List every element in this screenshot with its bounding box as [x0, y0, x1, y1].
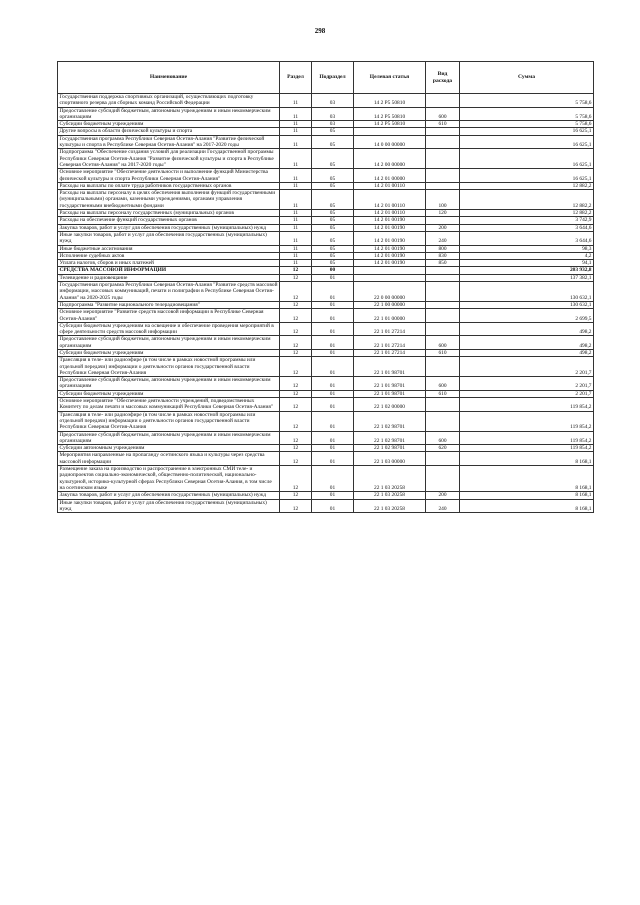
cell-expense-type — [426, 411, 460, 431]
cell-subsection: 01 — [312, 466, 354, 492]
cell-section: 11 — [280, 107, 312, 121]
cell-expense-type — [426, 357, 460, 377]
table-row — [58, 169, 594, 183]
header-name: Наименование — [58, 62, 280, 94]
table-row — [58, 267, 594, 274]
cell-section: 12 — [280, 322, 312, 336]
cell-subsection: 01 — [312, 301, 354, 308]
table-row — [58, 231, 594, 245]
cell-name: Закупка товаров, работ и услуг для обеспечения государственных (муниципальных) нужд — [58, 224, 280, 231]
cell-expense-type: 610 — [426, 349, 460, 356]
cell-subsection: 01 — [312, 390, 354, 397]
cell-expense-type: 600 — [426, 431, 460, 445]
cell-amount: 498,2 — [460, 322, 594, 336]
cell-name: Уплата налогов, сборов и иных платежей — [58, 260, 280, 267]
cell-subsection: 05 — [312, 149, 354, 169]
cell-amount: 98,3 — [460, 245, 594, 252]
cell-subsection: 01 — [312, 492, 354, 499]
table-row — [58, 499, 594, 513]
cell-section: 11 — [280, 224, 312, 231]
cell-expense-type — [426, 267, 460, 274]
cell-section: 11 — [280, 149, 312, 169]
table-body — [58, 94, 594, 513]
cell-name: Иные бюджетные ассигнования — [58, 245, 280, 252]
cell-amount: 12 882,2 — [460, 182, 594, 189]
cell-subsection: 01 — [312, 445, 354, 452]
cell-name: Мероприятия направленные на пропаганду осетинского языка и культуры через средства массовой информации — [58, 452, 280, 466]
cell-subsection: 05 — [312, 217, 354, 224]
table-row — [58, 135, 594, 149]
cell-amount: 5 758,6 — [460, 121, 594, 128]
table-row — [58, 398, 594, 412]
cell-target: 14 2 01 00190 — [354, 217, 426, 224]
cell-expense-type: 800 — [426, 245, 460, 252]
cell-target: 14 2 01 00190 — [354, 231, 426, 245]
cell-target: 22 1 03 20258 — [354, 499, 426, 513]
table-row — [58, 149, 594, 169]
cell-section: 12 — [280, 274, 312, 281]
cell-name: Подпрограмма "Обеспечение создания условий для реализации Государственной программы Республики Северная Осетия-Алания "Развитие физической культуры и спорта в Республике Северная Осетия-Алания" на 2017-2020 годы" — [58, 149, 280, 169]
cell-expense-type — [426, 274, 460, 281]
table-header-row — [58, 62, 594, 94]
cell-name: Подпрограмма "Развитие национального телерадиовещания" — [58, 301, 280, 308]
table-row — [58, 349, 594, 356]
cell-name: Другие вопросы в области физической культуры и спорта — [58, 128, 280, 135]
cell-section: 11 — [280, 245, 312, 252]
cell-expense-type — [426, 149, 460, 169]
table-row — [58, 260, 594, 267]
cell-name: Основное мероприятие "Развитие средств массовой информации в Республике Северная Осетия-Алания" — [58, 309, 280, 323]
cell-amount: 2 201,7 — [460, 357, 594, 377]
table-row — [58, 107, 594, 121]
cell-name: Основное мероприятие "Обеспечение деятельности и выполнение функций Министерства физической культуры и спорта Республики Северная Осетия-Алания" — [58, 169, 280, 183]
cell-amount: 137 382,1 — [460, 274, 594, 281]
cell-name: Расходы на выплаты персоналу государственных (муниципальных) органов — [58, 210, 280, 217]
cell-name: Предоставление субсидий бюджетным, автономным учреждениям и иным некоммерческим организациям — [58, 336, 280, 350]
cell-subsection: 00 — [312, 267, 354, 274]
cell-name: Субсидии бюджетным учреждениям — [58, 349, 280, 356]
cell-section: 11 — [280, 128, 312, 135]
cell-subsection: 01 — [312, 452, 354, 466]
cell-subsection: 05 — [312, 128, 354, 135]
cell-section: 12 — [280, 267, 312, 274]
cell-name: Субсидии бюджетным учреждениям на освещение и обеспечение проведения мероприятий в сфере деятельности средств массовой информации — [58, 322, 280, 336]
cell-section: 12 — [280, 336, 312, 350]
cell-name: Размещение заказа на производство и распространение в электронных СМИ теле- и радиопроектов социально-экономической, общественно-политической, национально-культурной, историко-культурной сферах Республики Северная Осетия-Алания, в том числе на осетинском языке — [58, 466, 280, 492]
cell-subsection: 03 — [312, 107, 354, 121]
cell-subsection: 05 — [312, 169, 354, 183]
table-row — [58, 217, 594, 224]
cell-subsection: 05 — [312, 224, 354, 231]
cell-amount: 8 168,1 — [460, 499, 594, 513]
cell-amount: 130 632,1 — [460, 282, 594, 302]
cell-amount: 130 632,1 — [460, 301, 594, 308]
cell-amount: 12 882,2 — [460, 210, 594, 217]
cell-target: 22 1 02 98701 — [354, 445, 426, 452]
table-row — [58, 377, 594, 391]
table-row — [58, 336, 594, 350]
page-number: 298 — [314, 27, 326, 35]
cell-name: Трансляция в теле- или радиоэфире (в том числе в рамках новостной программы или отдельной передачи) информации о деятельности органов государственной власти Республики Северная Осетия-Алания — [58, 411, 280, 431]
cell-subsection: 01 — [312, 411, 354, 431]
cell-name: Предоставление субсидий бюджетным, автономным учреждениям и иным некоммерческим организациям — [58, 431, 280, 445]
cell-section: 12 — [280, 282, 312, 302]
cell-section: 12 — [280, 499, 312, 513]
cell-name: Предоставление субсидий бюджетным, автономным учреждениям и иным некоммерческим организациям — [58, 107, 280, 121]
header-subsection: Подраздел — [312, 62, 354, 94]
cell-name: Основное мероприятие "Обеспечение деятельности учреждений, подведомственных Комитету по делам печати и массовых коммуникаций Республики Северная Осетия-Алания" — [58, 398, 280, 412]
cell-section: 11 — [280, 210, 312, 217]
cell-section: 12 — [280, 357, 312, 377]
cell-amount: 119 854,2 — [460, 398, 594, 412]
cell-target: 14 2 01 00190 — [354, 245, 426, 252]
header-expense-type: Вид расхода — [426, 62, 460, 94]
cell-section: 11 — [280, 94, 312, 108]
cell-amount: 94,1 — [460, 260, 594, 267]
cell-expense-type — [426, 322, 460, 336]
cell-target: 14 2 P5 50810 — [354, 94, 426, 108]
cell-expense-type: 850 — [426, 260, 460, 267]
cell-amount: 2 699,5 — [460, 309, 594, 323]
cell-expense-type: 620 — [426, 445, 460, 452]
cell-section: 12 — [280, 466, 312, 492]
cell-target: 22 1 00 00000 — [354, 301, 426, 308]
cell-amount: 498,2 — [460, 349, 594, 356]
cell-name: Иные закупки товаров, работ и услуг для обеспечения государственных (муниципальных) нужд — [58, 231, 280, 245]
cell-expense-type: 830 — [426, 252, 460, 259]
cell-expense-type: 120 — [426, 210, 460, 217]
cell-expense-type — [426, 135, 460, 149]
cell-target: 22 1 03 20258 — [354, 466, 426, 492]
cell-amount: 16 625,1 — [460, 149, 594, 169]
cell-subsection: 01 — [312, 282, 354, 302]
budget-table — [57, 61, 594, 513]
cell-expense-type — [426, 309, 460, 323]
cell-section: 12 — [280, 398, 312, 412]
cell-section: 12 — [280, 411, 312, 431]
cell-target: 22 1 01 98701 — [354, 377, 426, 391]
cell-subsection: 01 — [312, 349, 354, 356]
cell-target: 14 2 01 00110 — [354, 210, 426, 217]
cell-name: Закупка товаров, работ и услуг для обеспечения государственных (муниципальных) нужд — [58, 492, 280, 499]
cell-amount: 2 201,7 — [460, 390, 594, 397]
cell-name: Субсидии бюджетным учреждениям — [58, 121, 280, 128]
cell-name: Телевидение и радиовещание — [58, 274, 280, 281]
cell-target: 14 2 P5 50810 — [354, 107, 426, 121]
cell-target: 14 2 01 00190 — [354, 260, 426, 267]
cell-expense-type: 610 — [426, 121, 460, 128]
cell-section: 11 — [280, 182, 312, 189]
cell-subsection: 01 — [312, 274, 354, 281]
cell-expense-type — [426, 466, 460, 492]
cell-expense-type — [426, 94, 460, 108]
table-row — [58, 282, 594, 302]
cell-subsection: 05 — [312, 260, 354, 267]
cell-section: 12 — [280, 309, 312, 323]
cell-expense-type: 100 — [426, 190, 460, 210]
cell-target: 14 2 01 00110 — [354, 182, 426, 189]
cell-section: 12 — [280, 431, 312, 445]
cell-subsection: 03 — [312, 94, 354, 108]
cell-target — [354, 267, 426, 274]
cell-target: 22 1 02 98701 — [354, 431, 426, 445]
cell-expense-type: 610 — [426, 390, 460, 397]
cell-target: 22 1 02 00000 — [354, 398, 426, 412]
cell-expense-type — [426, 169, 460, 183]
table-row — [58, 431, 594, 445]
table-row — [58, 245, 594, 252]
cell-name: Предоставление субсидий бюджетным, автономным учреждениям и иным некоммерческим организациям — [58, 377, 280, 391]
table-row — [58, 190, 594, 210]
table-row — [58, 224, 594, 231]
table-row — [58, 182, 594, 189]
cell-target: 22 1 01 27214 — [354, 336, 426, 350]
cell-expense-type: 200 — [426, 492, 460, 499]
cell-name: Трансляция в теле- или радиоэфире (в том числе в рамках новостной программы или отдельной передачи) информации о деятельности органов государственной власти Республики Северная Осетия-Алания — [58, 357, 280, 377]
cell-target: 22 1 01 27214 — [354, 349, 426, 356]
cell-amount: 119 854,2 — [460, 411, 594, 431]
cell-expense-type: 200 — [426, 224, 460, 231]
table-row — [58, 357, 594, 377]
table-row — [58, 210, 594, 217]
cell-subsection: 01 — [312, 336, 354, 350]
cell-amount: 2 201,7 — [460, 377, 594, 391]
cell-name: Расходы на выплаты персоналу в целях обеспечения выполнения функций государственными (муниципальными) органами, казенными учреждениями, органами управления государственными внебюджетными фондами — [58, 190, 280, 210]
cell-section: 12 — [280, 377, 312, 391]
cell-amount: 119 854,2 — [460, 445, 594, 452]
cell-target: 22 1 01 27214 — [354, 322, 426, 336]
cell-amount: 8 168,1 — [460, 452, 594, 466]
cell-subsection: 01 — [312, 357, 354, 377]
table-row — [58, 121, 594, 128]
table-row — [58, 252, 594, 259]
cell-target: 22 1 03 20258 — [354, 492, 426, 499]
cell-target — [354, 274, 426, 281]
header-amount: Сумма — [460, 62, 594, 94]
cell-target: 22 1 03 00000 — [354, 452, 426, 466]
cell-section: 11 — [280, 135, 312, 149]
cell-subsection: 05 — [312, 245, 354, 252]
cell-section: 12 — [280, 349, 312, 356]
cell-expense-type: 240 — [426, 499, 460, 513]
cell-target: 14 2 00 00000 — [354, 149, 426, 169]
cell-section: 12 — [280, 492, 312, 499]
cell-name: Государственная программа Республики Северная Осетия-Алания "Развитие физической культуры и спорта в Республике Северная Осетия-Алания" на 2017-2020 годы — [58, 135, 280, 149]
cell-amount: 5 758,6 — [460, 107, 594, 121]
cell-section: 11 — [280, 252, 312, 259]
table-row — [58, 390, 594, 397]
cell-name: Расходы на обеспечение функций государственных органов — [58, 217, 280, 224]
cell-expense-type: 600 — [426, 336, 460, 350]
cell-amount: 119 854,2 — [460, 431, 594, 445]
cell-target: 22 0 00 00000 — [354, 282, 426, 302]
cell-section: 12 — [280, 452, 312, 466]
table-row — [58, 452, 594, 466]
cell-expense-type — [426, 301, 460, 308]
cell-name: Государственная поддержка спортивных организаций, осуществляющих подготовку спортивного резерва для сборных команд Российской Федерации — [58, 94, 280, 108]
cell-subsection: 05 — [312, 182, 354, 189]
header-section: Раздел — [280, 62, 312, 94]
cell-expense-type — [426, 217, 460, 224]
cell-amount: 16 625,1 — [460, 135, 594, 149]
table-row — [58, 128, 594, 135]
cell-subsection: 05 — [312, 252, 354, 259]
cell-amount: 12 882,2 — [460, 190, 594, 210]
cell-amount: 203 932,8 — [460, 267, 594, 274]
cell-section: 12 — [280, 445, 312, 452]
cell-target: 14 2 01 00110 — [354, 190, 426, 210]
cell-subsection: 03 — [312, 121, 354, 128]
cell-target: 22 1 01 98701 — [354, 357, 426, 377]
cell-expense-type — [426, 398, 460, 412]
cell-amount: 8 168,1 — [460, 466, 594, 492]
cell-name: Иные закупки товаров, работ и услуг для обеспечения государственных (муниципальных) нужд — [58, 499, 280, 513]
cell-name: СРЕДСТВА МАССОВОЙ ИНФОРМАЦИИ — [58, 267, 280, 274]
cell-target: 14 2 01 00000 — [354, 169, 426, 183]
cell-target: 14 2 01 00190 — [354, 252, 426, 259]
cell-target: 22 1 02 98701 — [354, 411, 426, 431]
cell-amount: 3 742,9 — [460, 217, 594, 224]
cell-subsection: 01 — [312, 431, 354, 445]
cell-expense-type — [426, 282, 460, 302]
cell-section: 12 — [280, 301, 312, 308]
cell-subsection: 05 — [312, 135, 354, 149]
cell-target — [354, 128, 426, 135]
cell-name: Субсидии бюджетным учреждениям — [58, 390, 280, 397]
cell-subsection: 05 — [312, 210, 354, 217]
cell-amount: 4,2 — [460, 252, 594, 259]
cell-section: 11 — [280, 260, 312, 267]
cell-target: 14 2 P5 50810 — [354, 121, 426, 128]
cell-section: 12 — [280, 390, 312, 397]
cell-subsection: 05 — [312, 231, 354, 245]
cell-expense-type: 600 — [426, 377, 460, 391]
cell-subsection: 05 — [312, 190, 354, 210]
cell-expense-type: 600 — [426, 107, 460, 121]
cell-section: 11 — [280, 231, 312, 245]
table-row — [58, 274, 594, 281]
cell-name: Исполнение судебных актов — [58, 252, 280, 259]
cell-name: Расходы на выплаты по оплате труда работников государственных органов — [58, 182, 280, 189]
cell-section: 11 — [280, 121, 312, 128]
table-row — [58, 466, 594, 492]
cell-subsection: 01 — [312, 377, 354, 391]
cell-name: Государственная программа Республики Северная Осетия-Алания "Развитие средств массовой информации, массовых коммуникаций, печати и полиграфии в Республике Северная Осетия-Алания" на 2020-2025 годы — [58, 282, 280, 302]
cell-target: 22 1 01 98701 — [354, 390, 426, 397]
table-row — [58, 492, 594, 499]
cell-subsection: 01 — [312, 499, 354, 513]
cell-amount: 3 644,6 — [460, 231, 594, 245]
cell-target: 14 0 00 00000 — [354, 135, 426, 149]
cell-section: 11 — [280, 190, 312, 210]
cell-amount: 16 625,1 — [460, 169, 594, 183]
cell-amount: 16 625,1 — [460, 128, 594, 135]
cell-name: Субсидии автономным учреждениям — [58, 445, 280, 452]
cell-amount: 8 168,1 — [460, 492, 594, 499]
table-row — [58, 411, 594, 431]
cell-subsection: 01 — [312, 322, 354, 336]
cell-expense-type — [426, 128, 460, 135]
cell-section: 11 — [280, 217, 312, 224]
table-row — [58, 301, 594, 308]
cell-target: 22 1 01 00000 — [354, 309, 426, 323]
cell-amount: 3 644,6 — [460, 224, 594, 231]
table-row — [58, 445, 594, 452]
cell-expense-type — [426, 182, 460, 189]
cell-target: 14 2 01 00190 — [354, 224, 426, 231]
cell-subsection: 01 — [312, 398, 354, 412]
cell-amount: 5 758,6 — [460, 94, 594, 108]
cell-section: 11 — [280, 169, 312, 183]
cell-amount: 498,2 — [460, 336, 594, 350]
table-row — [58, 322, 594, 336]
cell-expense-type — [426, 452, 460, 466]
table-row — [58, 309, 594, 323]
cell-expense-type: 240 — [426, 231, 460, 245]
cell-subsection: 01 — [312, 309, 354, 323]
header-target: Целевая статья — [354, 62, 426, 94]
table-row — [58, 94, 594, 108]
